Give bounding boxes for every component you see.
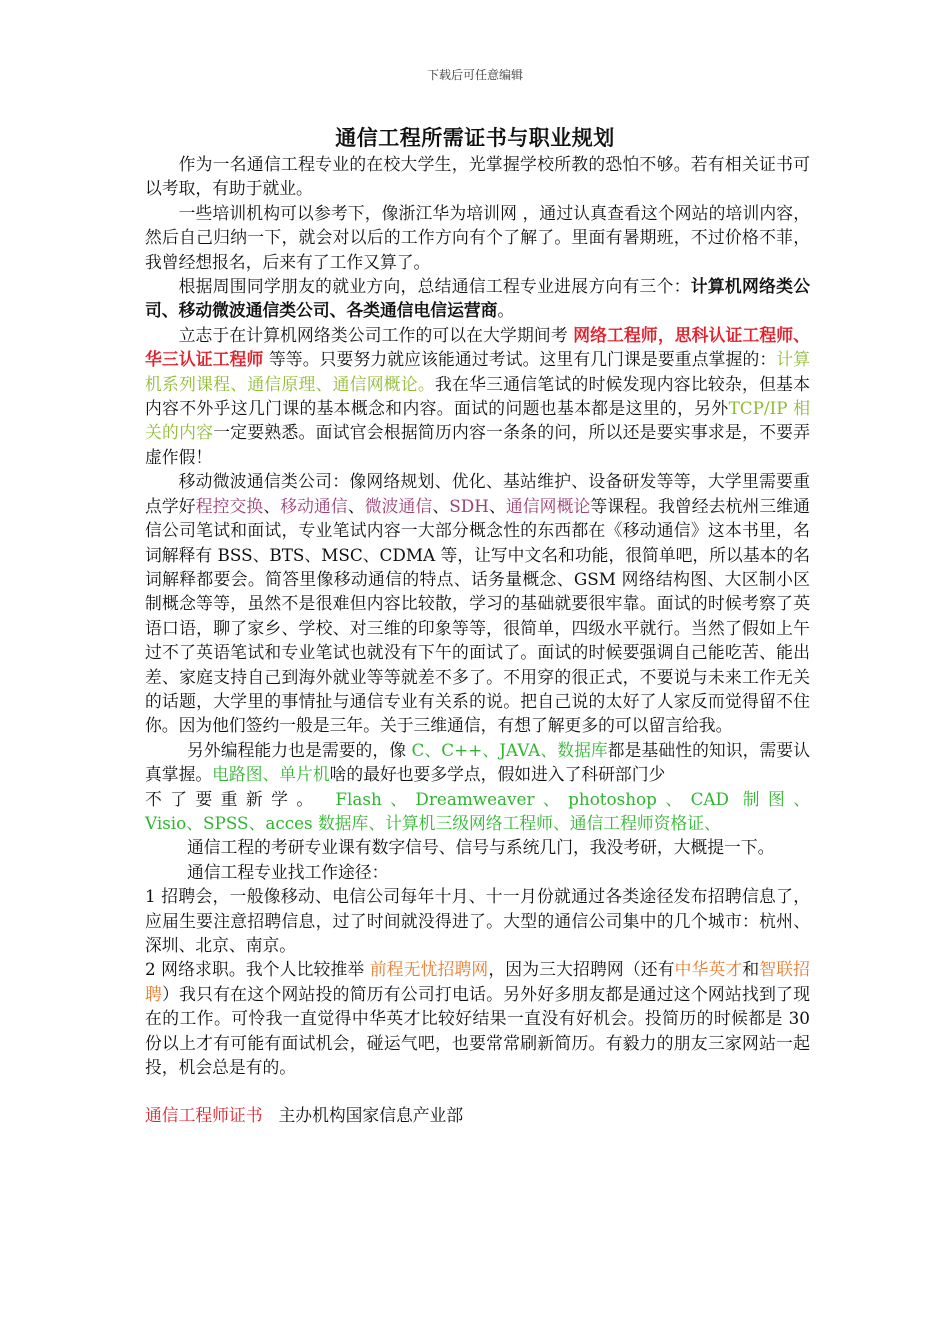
document-title: 通信工程所需证书与职业规划 xyxy=(335,125,615,150)
text-span: 根据周围同学朋友的就业方向，总结通信工程专业进展方向有三个： xyxy=(178,276,691,297)
text-span: 、 xyxy=(263,495,281,516)
text-span: ，因为三大招聘网（还有 xyxy=(488,959,675,980)
certificate-name: 通信工程师证书 xyxy=(145,1105,263,1126)
highlight-courses: 计算机系列课程、通信原理、通信网概论。 xyxy=(145,349,810,394)
text-span: 一定要熟悉。面试官会根据简历内容一条条的问，所以还是要实事求是，不要弄虚作假！ xyxy=(145,422,810,467)
highlight-cisco-h3c: 思科认证工程师、华三认证工程师 xyxy=(145,324,810,370)
paragraph-mobile-microwave xyxy=(145,469,810,737)
paragraph-job-paths: 通信工程专业找工作途径： xyxy=(187,861,389,882)
paragraph-programming xyxy=(145,738,810,787)
text-span: 和 xyxy=(742,959,760,980)
highlight-mobile: 移动通信 xyxy=(280,495,348,516)
certificate-line xyxy=(145,1103,810,1127)
text-span: 、 xyxy=(488,495,506,516)
paragraph-graduate: 通信工程的考研专业课有数字信号、信号与系统几门，我没考研，大概提一下。 xyxy=(187,837,775,858)
link-zhaopin[interactable]: 智联招聘 xyxy=(145,959,810,1004)
highlight-switching: 程控交换 xyxy=(195,495,264,516)
link-51job[interactable]: 前程无忧招聘网 xyxy=(369,959,489,980)
highlight-languages: C、C++、JAVA、数据库 xyxy=(411,739,608,760)
text-span: 另外编程能力也是需要的，像 xyxy=(187,739,412,760)
highlight-tools-continued: Visio、SPSS、acces 数据库、计算机三级网络工程师、通信工程师资格证、 xyxy=(145,812,721,833)
highlight-tcpip: TCP/IP 相关的内容 xyxy=(145,398,810,443)
text-span: ）我只有在这个网站投的简历有公司打电话。另外好多朋友都是通过这个网站找到了现在的工作。可怜我一直觉得中华英才比较好结果一直没有好机会。投简历的时候都是 30 份以上才有可能有面试机会，碰运气吧，也要常常刷新简历。有毅力的朋友三家网站一起投，机会总是有的。 xyxy=(145,983,810,1078)
highlight-network-engineer: 网络工程师 xyxy=(573,324,658,345)
link-chinahr[interactable]: 中华英才 xyxy=(674,959,743,980)
page-header: 下载后可任意编辑 xyxy=(426,68,523,82)
highlight-tools: Flash、Dreamweaver、photoshop、CAD 制图、 xyxy=(335,788,810,809)
paragraph-training: 一些培训机构可以参考下，像浙江华为培训网 ，通过认真查看这个网站的培训内容，然后自己归纳一下，就会对以后的工作方向有个了解了。里面有暑期班，不过价格不菲，我曾经想报名，后来有了工作又算了。 xyxy=(145,202,810,272)
highlight-network-intro: 通信网概论 xyxy=(505,495,591,516)
highlight-microwave: 微波通信 xyxy=(364,495,433,516)
document-body xyxy=(145,152,810,1128)
text-span: 等等。只要努力就应该能通过考试。这里有几门课是要重点掌握的： xyxy=(263,349,777,370)
paragraph-job-fair: 1 招聘会，一般像移动、电信公司每年十月、十一月份就通过各类途径发布招聘信息了，应届生要注意招聘信息，过了时间就没得进了。大型的通信公司集中的几个城市：杭州、深圳、北京、南京。 xyxy=(145,886,810,955)
spacer xyxy=(145,1079,810,1103)
text-span: 、 xyxy=(432,495,450,516)
paragraph-online xyxy=(145,957,810,1079)
text-span: 我在华三通信笔试的时候发现内容比较杂，但基本内容不外乎这几门课的基本概念和内容。面试的问题也基本都是这里的，另外 xyxy=(145,373,810,419)
paragraph-network-companies xyxy=(145,323,810,469)
text-span: 啥的最好也要多学点，假如进入了科研部门少 xyxy=(329,764,666,785)
text-span: 移动微波通信类公司：像网络规划、优化、基站维护、设备研发等等，大学里需要重点学好 xyxy=(145,471,810,516)
text-span: 2 网络求职。我个人比较推举 xyxy=(145,959,370,980)
highlight-sdh: SDH xyxy=(449,495,489,516)
text-span: 。 xyxy=(497,300,515,321)
text-span: 立志于在计算机网络类公司工作的可以在大学期间考 xyxy=(178,324,574,345)
highlight-directions: 计算机网络类公司、移动微波通信类公司、各类通信电信运营商 xyxy=(145,276,810,321)
text-span: 等课程。我曾经去杭州三维通信公司笔试和面试，专业笔试内容一大部分概念性的东西都在《移动通信》这本书里，名词解释有 BSS、BTS、MSC、CDMA 等，让写中文名和功能，很简单吧，所以基本的名词解释都要会。简答里像移动通信的特点、话务量概念、GSM 网络结构图、大区制小区制概念等等，虽然不是很难但内容比较散，学习的基础就要很牢靠。面试的时候考察了英语口语，聊了家乡、学校、对三维的印象等等，很简单，四级水平就行。当然了假如上午过不了英语笔试和专业笔试也就没有下午的面试了。面试的时候要强调自己能吃苦、能出差、家庭支持自己到海外就业等等就差不多了。不用穿的很正式，不要说与未来工作无关的话题，大学里的事情扯与通信专业有关系的说。把自己说的太好了人家反而觉得留不住你。因为他们签约一般是三年。关于三维通信，有想了解更多的可以留言给我。 xyxy=(145,495,810,736)
paragraph-intro: 作为一名通信工程专业的在校大学生，光掌握学校所教的恐怕不够。若有相关证书可以考取，有助于就业。 xyxy=(145,154,810,199)
paragraph-programming-line xyxy=(145,787,810,811)
text-span: ， xyxy=(657,324,675,345)
certificate-organizer: 主办机构国家信息产业部 xyxy=(278,1105,464,1126)
text-span: 、 xyxy=(347,495,365,516)
text-span: 不了要重新学。 xyxy=(145,788,322,809)
paragraph-directions xyxy=(145,274,810,323)
text-span: 都是基础性的知识，需要认真掌握。 xyxy=(145,739,810,785)
highlight-circuits: 电路图、单片机 xyxy=(212,764,330,785)
